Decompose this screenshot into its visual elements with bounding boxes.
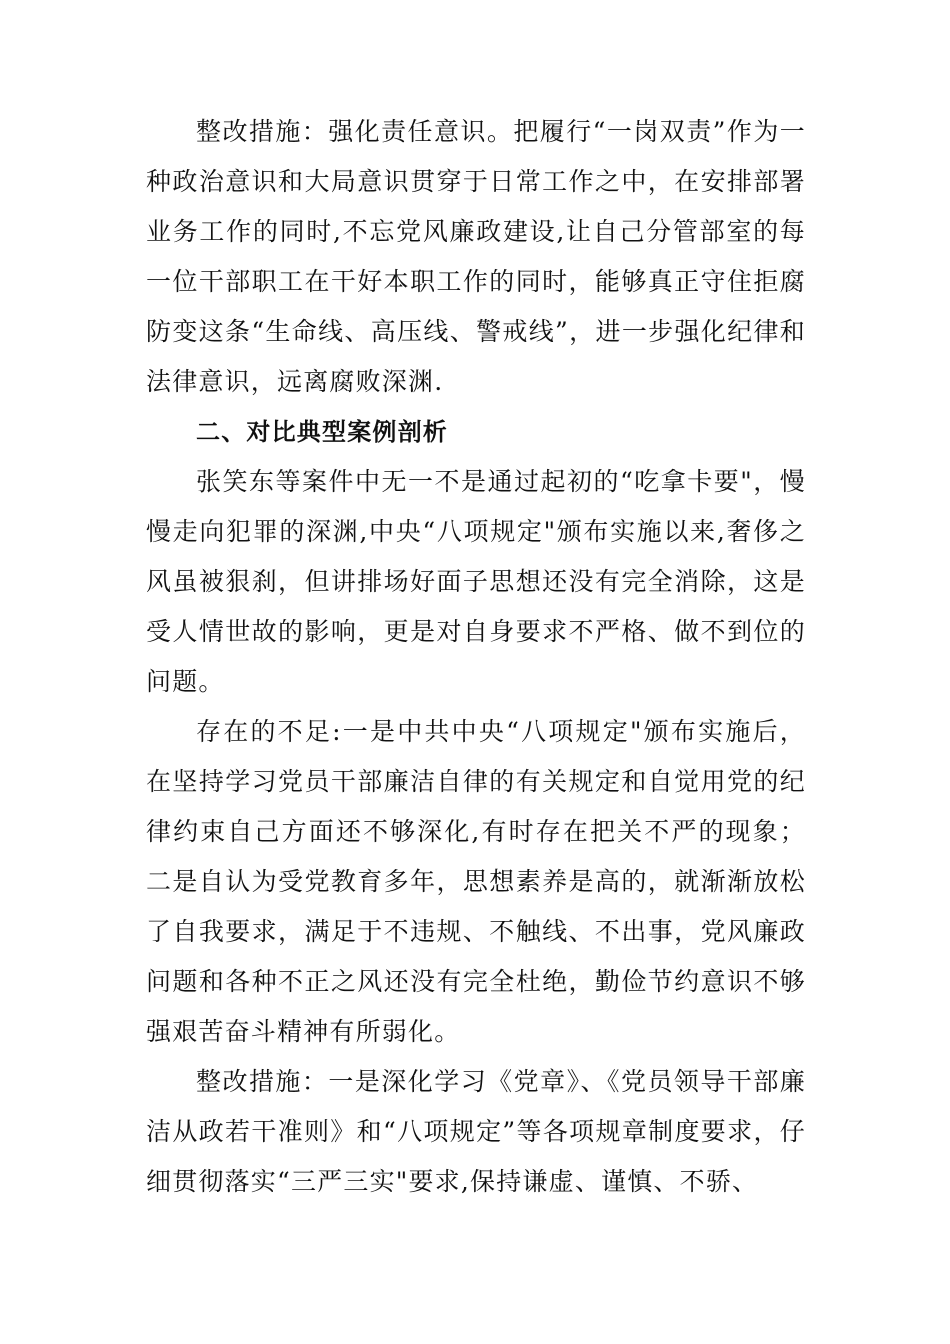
paragraph-case-analysis: 张笑东等案件中无一不是通过起初的“吃拿卡要"，慢慢走向犯罪的深渊,中央“八项规定"颁布实施以来,奢侈之风虽被狠刹，但讲排场好面子思想还没有完全消除，这是受人情世故的影响，更是对自身要求不严格、做不到位的问题。 xyxy=(146,467,806,696)
paragraph-shortcomings: 存在的不足:一是中共中央“八项规定"颁布实施后，在坚持学习党员干部廉洁自律的有关规定和自觉用党的纪律约束自己方面还不够深化,有时存在把关不严的现象；二是自认为受党教育多年，思想素养是高的，就渐渐放松了自我要求，满足于不违规、不触线、不出事，党风廉政问题和各种不正之风还没有完全杜绝，勤俭节约意识不够强艰苦奋斗精神有所弱化。 xyxy=(146,717,806,1046)
paragraph-rectification-measures-1: 整改措施：强化责任意识。把履行“一岗双责”作为一种政治意识和大局意识贯穿于日常工作之中，在安排部署业务工作的同时,不忘党风廉政建设,让自己分管部室的每一位干部职工在干好本职工作的同时，能够真正守住拒腐防变这条“生命线、高压线、警戒线”，进一步强化纪律和法律意识，远离腐败深渊. xyxy=(146,117,806,396)
document-body xyxy=(146,107,806,1207)
section-heading-case-analysis: 二、对比典型案例剖析 xyxy=(196,418,448,446)
paragraph-rectification-measures-2: 整改措施：一是深化学习《党章》、《党员领导干部廉洁从政若干准则》和“八项规定”等各项规章制度要求，仔细贯彻落实“三严三实"要求,保持谦虚、谨慎、不骄、 xyxy=(146,1067,806,1196)
